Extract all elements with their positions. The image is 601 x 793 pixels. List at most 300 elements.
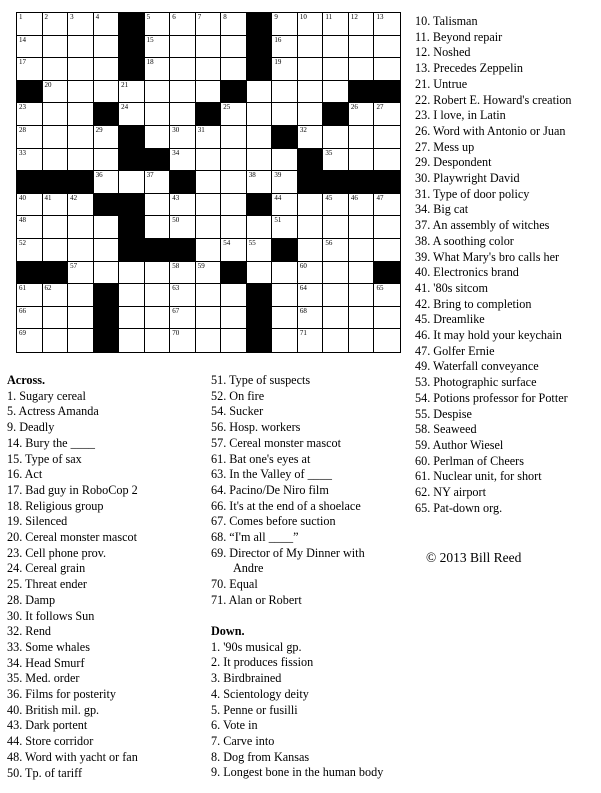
clue: 52. On fire: [211, 388, 265, 403]
black-square: [94, 284, 120, 307]
clue: 7. Carve into: [211, 733, 275, 748]
grid-cell[interactable]: [247, 239, 273, 262]
grid-cell[interactable]: [374, 149, 400, 172]
grid-cell[interactable]: [272, 307, 298, 330]
cell-number: 29: [95, 126, 103, 134]
grid-cell[interactable]: [145, 307, 171, 330]
clue: 66. It's at the end of a shoelace: [211, 498, 361, 513]
grid-cell[interactable]: [221, 58, 247, 81]
cell-number: 23: [19, 103, 26, 112]
clue: 22. Robert E. Howard's creation: [415, 92, 572, 107]
grid-cell[interactable]: [298, 81, 324, 104]
clue: 51. Type of suspects: [211, 373, 311, 387]
cell-number: 48: [19, 216, 26, 225]
cell-number: 26: [350, 103, 358, 112]
grid-cell[interactable]: [43, 36, 69, 59]
grid-cell[interactable]: [298, 13, 324, 36]
grid-cell[interactable]: [196, 58, 222, 81]
grid-cell[interactable]: [68, 262, 94, 285]
grid-cell[interactable]: [17, 36, 43, 59]
grid-cell[interactable]: [221, 149, 247, 172]
grid-cell[interactable]: [221, 239, 247, 262]
grid-cell[interactable]: [170, 126, 196, 149]
clue: 61. Bat one's eyes at: [211, 451, 311, 466]
grid-cell[interactable]: [17, 13, 43, 36]
grid-cell[interactable]: [170, 36, 196, 59]
grid-cell[interactable]: [43, 239, 69, 262]
grid-cell[interactable]: [170, 13, 196, 36]
grid-cell[interactable]: [374, 126, 400, 149]
clue: 63. In the Valley of ____: [211, 467, 332, 482]
clue: 40. British mil. gp.: [7, 702, 100, 717]
grid-cell[interactable]: [94, 216, 120, 239]
grid-cell[interactable]: [272, 329, 298, 352]
grid-cell[interactable]: [17, 239, 43, 262]
grid-cell[interactable]: [196, 13, 222, 36]
grid-cell[interactable]: [272, 262, 298, 285]
grid-cell[interactable]: [221, 171, 247, 194]
grid-cell[interactable]: [323, 216, 349, 239]
grid-cell[interactable]: [170, 81, 196, 104]
grid-cell[interactable]: [196, 284, 222, 307]
grid-cell[interactable]: [145, 13, 171, 36]
clue: 46. It may hold your keychain: [415, 328, 562, 343]
cell-number: 69: [19, 329, 26, 338]
grid-cell[interactable]: [323, 284, 349, 307]
grid-cell[interactable]: [68, 13, 94, 36]
clue: 13. Precedes Zeppelin: [415, 61, 523, 76]
grid-cell[interactable]: [374, 216, 400, 239]
grid-cell[interactable]: [196, 149, 222, 172]
grid-cell[interactable]: [272, 171, 298, 194]
clue: 42. Bring to completion: [415, 296, 532, 311]
cell-number: 11: [325, 13, 333, 21]
grid-cell[interactable]: [68, 307, 94, 330]
grid-cell[interactable]: [196, 216, 222, 239]
grid-cell[interactable]: [323, 126, 349, 149]
grid-cell[interactable]: [196, 239, 222, 262]
grid-cell[interactable]: [298, 239, 324, 262]
grid-cell[interactable]: [43, 307, 69, 330]
grid-cell[interactable]: [272, 81, 298, 104]
clue: 17. Bad guy in RoboCop 2: [7, 482, 138, 497]
grid-cell[interactable]: [298, 284, 324, 307]
cell-number: 40: [19, 193, 26, 202]
black-square: [119, 216, 145, 239]
grid-cell[interactable]: [94, 239, 120, 262]
grid-cell[interactable]: [298, 307, 324, 330]
clue: 54. Sucker: [211, 404, 264, 419]
grid-cell[interactable]: [323, 81, 349, 104]
clue: 23. I love, in Latin: [415, 108, 506, 123]
black-square: [170, 239, 196, 262]
black-square: [17, 81, 43, 104]
cell-number: 57: [70, 261, 78, 270]
clue: 34. Head Smurf: [7, 655, 85, 670]
grid-cell[interactable]: [298, 216, 324, 239]
grid-cell[interactable]: [323, 58, 349, 81]
clue: 2. It produces fission: [211, 655, 314, 670]
cell-number: 13: [376, 13, 384, 21]
grid-cell[interactable]: [43, 194, 69, 217]
clue: 53. Photographic surface: [415, 375, 537, 390]
grid-cell[interactable]: [170, 307, 196, 330]
clue: 11. Beyond repair: [415, 29, 503, 44]
grid-cell[interactable]: [374, 194, 400, 217]
grid-cell[interactable]: [119, 103, 145, 126]
grid-cell[interactable]: [349, 149, 375, 172]
cell-number: 63: [172, 284, 180, 293]
black-square: [247, 307, 273, 330]
cell-number: 45: [325, 193, 333, 202]
grid-cell[interactable]: [43, 103, 69, 126]
black-square: [374, 81, 400, 104]
clue: 44. Store corridor: [7, 734, 94, 749]
grid-cell[interactable]: [247, 171, 273, 194]
cell-number: 64: [299, 284, 307, 293]
grid-cell[interactable]: [247, 81, 273, 104]
grid-cell[interactable]: [272, 194, 298, 217]
cell-number: 19: [274, 58, 282, 67]
clue: 68. “I'm all ____”: [211, 530, 299, 545]
grid-cell[interactable]: [43, 149, 69, 172]
cell-number: 2: [44, 13, 49, 21]
black-square: [119, 13, 145, 36]
grid-cell[interactable]: [272, 58, 298, 81]
black-square: [119, 126, 145, 149]
grid-cell[interactable]: [170, 262, 196, 285]
grid-cell[interactable]: [196, 194, 222, 217]
clue: 38. A soothing color: [415, 233, 514, 248]
clue: 10. Talisman: [415, 14, 478, 28]
grid-cell[interactable]: [170, 329, 196, 352]
clue: 1. Sugary cereal: [7, 388, 86, 403]
grid-cell[interactable]: [221, 194, 247, 217]
grid-cell[interactable]: [68, 194, 94, 217]
grid-cell[interactable]: [170, 194, 196, 217]
grid-cell[interactable]: [17, 149, 43, 172]
grid-cell[interactable]: [68, 239, 94, 262]
clue: 32. Rend: [7, 624, 52, 639]
grid-cell[interactable]: [349, 36, 375, 59]
black-square: [94, 194, 120, 217]
grid-cell[interactable]: [272, 36, 298, 59]
grid-cell[interactable]: [298, 126, 324, 149]
clue: 21. Untrue: [415, 76, 468, 91]
clue: 58. Seaweed: [415, 422, 477, 437]
cell-number: 35: [325, 148, 333, 157]
grid-cell[interactable]: [349, 329, 375, 352]
black-square: [323, 103, 349, 126]
cell-number: 50: [172, 216, 180, 225]
grid-cell[interactable]: [17, 58, 43, 81]
clue: 33. Some whales: [7, 639, 90, 654]
cell-number: 4: [95, 13, 100, 21]
cell-number: 17: [19, 58, 26, 67]
grid-cell[interactable]: [196, 81, 222, 104]
grid-cell[interactable]: [170, 216, 196, 239]
grid-cell[interactable]: [374, 284, 400, 307]
grid-cell[interactable]: [221, 329, 247, 352]
cell-number: 55: [248, 239, 256, 247]
clue: 5. Actress Amanda: [7, 404, 99, 419]
cell-number: 37: [146, 171, 154, 180]
grid-cell[interactable]: [43, 81, 69, 104]
grid-cell[interactable]: [374, 103, 400, 126]
grid-cell[interactable]: [247, 149, 273, 172]
cell-number: 66: [19, 306, 26, 315]
down-heading: Down.: [211, 624, 245, 638]
grid-cell[interactable]: [349, 126, 375, 149]
grid-cell[interactable]: [349, 307, 375, 330]
grid-cell[interactable]: [94, 149, 120, 172]
grid-cell[interactable]: [145, 284, 171, 307]
cell-number: 16: [274, 35, 282, 44]
grid-cell[interactable]: [68, 36, 94, 59]
grid-cell[interactable]: [247, 216, 273, 239]
grid-cell[interactable]: [374, 58, 400, 81]
across-heading: Across.: [7, 373, 46, 387]
clue: 49. Waterfall conveyance: [415, 359, 539, 374]
black-square: [247, 13, 273, 36]
grid-cell[interactable]: [68, 284, 94, 307]
grid-cell[interactable]: [196, 329, 222, 352]
grid-cell[interactable]: [94, 262, 120, 285]
grid-cell[interactable]: [323, 36, 349, 59]
cell-number: 58: [172, 261, 180, 270]
grid-cell[interactable]: [145, 36, 171, 59]
black-square: [247, 284, 273, 307]
clue: 3. Birdbrained: [211, 671, 282, 686]
grid-cell[interactable]: [94, 81, 120, 104]
black-square: [272, 239, 298, 262]
grid-cell[interactable]: [145, 81, 171, 104]
grid-cell[interactable]: [374, 239, 400, 262]
grid-cell[interactable]: [298, 103, 324, 126]
clue: 43. Dark portent: [7, 718, 88, 733]
grid-cell[interactable]: [247, 103, 273, 126]
black-square: [349, 81, 375, 104]
grid-cell[interactable]: [272, 284, 298, 307]
grid-cell[interactable]: [119, 171, 145, 194]
grid-cell[interactable]: [170, 58, 196, 81]
grid-cell[interactable]: [68, 149, 94, 172]
grid-cell[interactable]: [221, 13, 247, 36]
clue: 57. Cereal monster mascot: [211, 435, 341, 450]
grid-cell[interactable]: [298, 329, 324, 352]
cell-number: 8: [223, 13, 227, 21]
grid-cell[interactable]: [247, 262, 273, 285]
grid-cell[interactable]: [68, 103, 94, 126]
cell-number: 12: [350, 13, 358, 21]
black-square: [374, 262, 400, 285]
grid-cell[interactable]: [68, 126, 94, 149]
grid-cell[interactable]: [272, 13, 298, 36]
grid-cell[interactable]: [68, 216, 94, 239]
cell-number: 18: [146, 58, 154, 67]
clue: 15. Type of sax: [7, 451, 82, 466]
grid-cell[interactable]: [68, 58, 94, 81]
grid-cell[interactable]: [298, 194, 324, 217]
grid-cell[interactable]: [196, 36, 222, 59]
grid-cell[interactable]: [349, 103, 375, 126]
grid-cell[interactable]: [17, 307, 43, 330]
grid-cell[interactable]: [119, 307, 145, 330]
clue: 9. Deadly: [7, 420, 55, 435]
clue: 4. Scientology deity: [211, 686, 309, 701]
grid-cell[interactable]: [221, 36, 247, 59]
grid-cell[interactable]: [43, 126, 69, 149]
grid-cell[interactable]: [94, 13, 120, 36]
clue: 20. Cereal monster mascot: [7, 530, 137, 545]
cell-number: 46: [350, 193, 358, 202]
grid-cell[interactable]: [349, 239, 375, 262]
grid-cell[interactable]: [119, 329, 145, 352]
grid-cell[interactable]: [145, 103, 171, 126]
clue: 31. Type of door policy: [415, 186, 530, 201]
grid-cell[interactable]: [323, 194, 349, 217]
clue: 5. Penne or fusilli: [211, 702, 298, 717]
grid-cell[interactable]: [145, 262, 171, 285]
clue: 47. Golfer Ernie: [415, 343, 495, 358]
grid-cell[interactable]: [272, 149, 298, 172]
grid-cell[interactable]: [374, 307, 400, 330]
grid-cell[interactable]: [196, 171, 222, 194]
grid-cell[interactable]: [17, 329, 43, 352]
across-clues-column-1: [7, 373, 138, 781]
cell-number: 25: [223, 103, 231, 112]
grid-cell[interactable]: [323, 307, 349, 330]
grid-cell[interactable]: [43, 216, 69, 239]
grid-cell[interactable]: [17, 126, 43, 149]
grid-cell[interactable]: [221, 126, 247, 149]
clue: 24. Cereal grain: [7, 561, 86, 576]
grid-cell[interactable]: [374, 36, 400, 59]
grid-cell[interactable]: [119, 284, 145, 307]
cell-number: 21: [121, 80, 129, 89]
grid-cell[interactable]: [17, 284, 43, 307]
grid-cell[interactable]: [170, 284, 196, 307]
cell-number: 54: [223, 239, 231, 247]
grid-cell[interactable]: [374, 13, 400, 36]
black-square: [247, 36, 273, 59]
cell-number: 52: [19, 239, 26, 247]
grid-cell[interactable]: [68, 329, 94, 352]
grid-cell[interactable]: [349, 58, 375, 81]
grid-cell[interactable]: [145, 329, 171, 352]
cell-number: 34: [172, 148, 180, 157]
cell-number: 20: [44, 80, 52, 89]
grid-cell[interactable]: [68, 81, 94, 104]
black-square: [247, 58, 273, 81]
grid-cell[interactable]: [94, 58, 120, 81]
grid-cell[interactable]: [17, 194, 43, 217]
grid-cell[interactable]: [221, 307, 247, 330]
grid-cell[interactable]: [196, 262, 222, 285]
grid-cell[interactable]: [323, 13, 349, 36]
grid-cell[interactable]: [298, 262, 324, 285]
grid-cell[interactable]: [349, 13, 375, 36]
black-square: [349, 171, 375, 194]
black-square: [119, 149, 145, 172]
cell-number: 3: [70, 13, 74, 21]
grid-cell[interactable]: [170, 103, 196, 126]
grid-cell[interactable]: [196, 307, 222, 330]
clue: 39. What Mary's bro calls her: [415, 249, 560, 264]
grid-cell[interactable]: [247, 126, 273, 149]
cell-number: 31: [197, 126, 205, 134]
grid-cell[interactable]: [43, 284, 69, 307]
copyright-notice: © 2013 Bill Reed: [426, 550, 522, 565]
grid-cell[interactable]: [349, 216, 375, 239]
grid-cell[interactable]: [94, 171, 120, 194]
clue: 25. Threat ender: [7, 577, 87, 592]
clue: 28. Damp: [7, 592, 56, 607]
black-square: [145, 149, 171, 172]
grid-cell[interactable]: [145, 216, 171, 239]
clue: 19. Silenced: [7, 514, 68, 529]
cell-number: 30: [172, 126, 180, 134]
grid-cell[interactable]: [196, 126, 222, 149]
across-clues-column-2: [211, 373, 365, 609]
grid-cell[interactable]: [298, 36, 324, 59]
black-square: [94, 307, 120, 330]
grid-cell[interactable]: [145, 194, 171, 217]
grid-cell[interactable]: [119, 262, 145, 285]
cell-number: 56: [325, 239, 333, 247]
grid-cell[interactable]: [349, 262, 375, 285]
grid-cell[interactable]: [43, 13, 69, 36]
grid-cell[interactable]: [43, 58, 69, 81]
grid-cell[interactable]: [221, 216, 247, 239]
grid-cell[interactable]: [323, 149, 349, 172]
grid-cell[interactable]: [17, 103, 43, 126]
grid-cell[interactable]: [298, 58, 324, 81]
black-square: [298, 171, 324, 194]
grid-cell[interactable]: [349, 194, 375, 217]
clue: 40. Electronics brand: [415, 265, 519, 280]
grid-cell[interactable]: [272, 216, 298, 239]
grid-cell[interactable]: [272, 103, 298, 126]
grid-cell[interactable]: [17, 216, 43, 239]
grid-cell[interactable]: [323, 262, 349, 285]
clue: 41. '80s sitcom: [415, 280, 488, 295]
cell-number: 36: [95, 171, 103, 180]
cell-number: 10: [299, 13, 307, 21]
grid-cell[interactable]: [119, 81, 145, 104]
grid-cell[interactable]: [349, 284, 375, 307]
grid-cell[interactable]: [323, 239, 349, 262]
cell-number: 68: [299, 306, 307, 315]
grid-cell[interactable]: [43, 329, 69, 352]
cell-number: 59: [197, 261, 205, 270]
grid-cell[interactable]: [94, 36, 120, 59]
crossword-grid: [16, 12, 401, 353]
clue: 9. Longest bone in the human body: [211, 765, 384, 780]
grid-cell[interactable]: [170, 149, 196, 172]
grid-cell[interactable]: [145, 171, 171, 194]
black-square: [272, 126, 298, 149]
cell-number: 14: [19, 35, 26, 44]
grid-cell[interactable]: [323, 329, 349, 352]
grid-cell[interactable]: [145, 58, 171, 81]
black-square: [374, 171, 400, 194]
grid-cell[interactable]: [221, 103, 247, 126]
grid-cell[interactable]: [374, 329, 400, 352]
grid-cell[interactable]: [145, 126, 171, 149]
grid-cell[interactable]: [94, 126, 120, 149]
grid-cell[interactable]: [221, 284, 247, 307]
